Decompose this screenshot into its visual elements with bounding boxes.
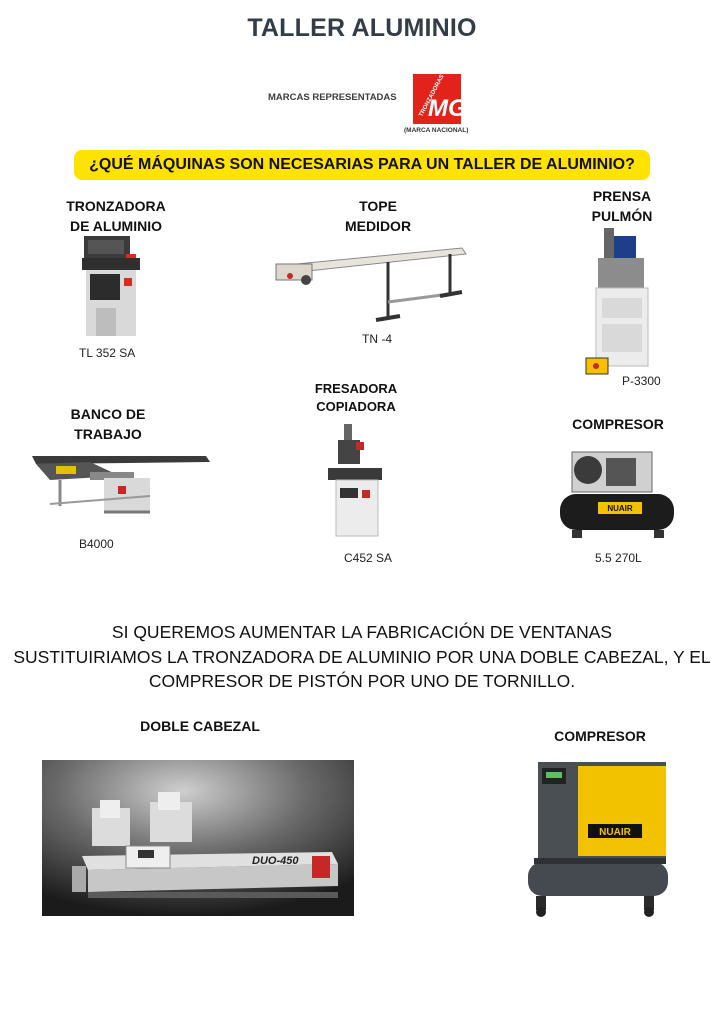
machine-model-fresadora: C452 SA bbox=[344, 551, 393, 565]
question-banner: ¿QUÉ MÁQUINAS SON NECESARIAS PARA UN TALLER DE ALUMINIO? bbox=[74, 150, 650, 180]
fresadora-image bbox=[322, 424, 388, 542]
tronzadora-machine-image bbox=[80, 236, 148, 336]
svg-text:TRONZADORAS: TRONZADORAS bbox=[418, 74, 446, 118]
compresor-piston-image bbox=[558, 444, 676, 544]
machine-label-banco: BANCO DE TRABAJO bbox=[70, 406, 146, 442]
nuair-screw-brand-text: NUAIR bbox=[599, 827, 631, 838]
svg-text:MG: M bbox=[428, 95, 448, 122]
machine-label-prensa: PRENSA PULMÓN bbox=[591, 188, 653, 224]
machine-model-prensa: P-3300 bbox=[622, 374, 661, 388]
screw-compressor-label: COMPRESOR bbox=[554, 728, 646, 744]
machine-model-banco: B4000 bbox=[79, 537, 114, 551]
page-title: TALLER ALUMINIO bbox=[247, 14, 477, 42]
machine-label-compresor: COMPRESOR bbox=[572, 416, 664, 432]
mg-logo bbox=[413, 74, 461, 124]
duo-450-text: DUO-450 bbox=[252, 855, 299, 867]
tope-medidor-image bbox=[272, 240, 468, 326]
machine-label-fresadora: FRESADORA COPIADORA bbox=[314, 381, 398, 414]
doble-cabezal-image bbox=[42, 760, 354, 916]
brands-label: MARCAS REPRESENTADAS bbox=[268, 92, 397, 103]
double-head-label: DOBLE CABEZAL bbox=[140, 718, 260, 734]
compresor-tornillo-image bbox=[520, 758, 670, 920]
upgrade-paragraph: SI QUEREMOS AUMENTAR LA FABRICACIÓN DE VENTANAS SUSTITUIRIAMOS LA TRONZADORA DE ALUMINIO POR UNA DOBLE CABEZAL, Y EL COMPRESOR DE PISTÓN POR UNO DE TORNILLO. bbox=[13, 622, 711, 691]
machine-label-tronzadora: TRONZADORA DE ALUMINIO bbox=[66, 198, 166, 234]
machine-model-tronzadora: TL 352 SA bbox=[79, 346, 136, 360]
machine-model-compresor: 5.5 270L bbox=[595, 551, 642, 565]
prensa-image bbox=[584, 228, 658, 378]
machine-model-tope: TN -4 bbox=[362, 332, 392, 346]
nuair-brand-text: NUAIR bbox=[607, 504, 633, 513]
logo-caption: (MARCA NACIONAL) bbox=[404, 127, 469, 134]
machine-label-tope: TOPE MEDIDOR bbox=[344, 198, 412, 234]
banco-trabajo-image bbox=[30, 446, 212, 522]
